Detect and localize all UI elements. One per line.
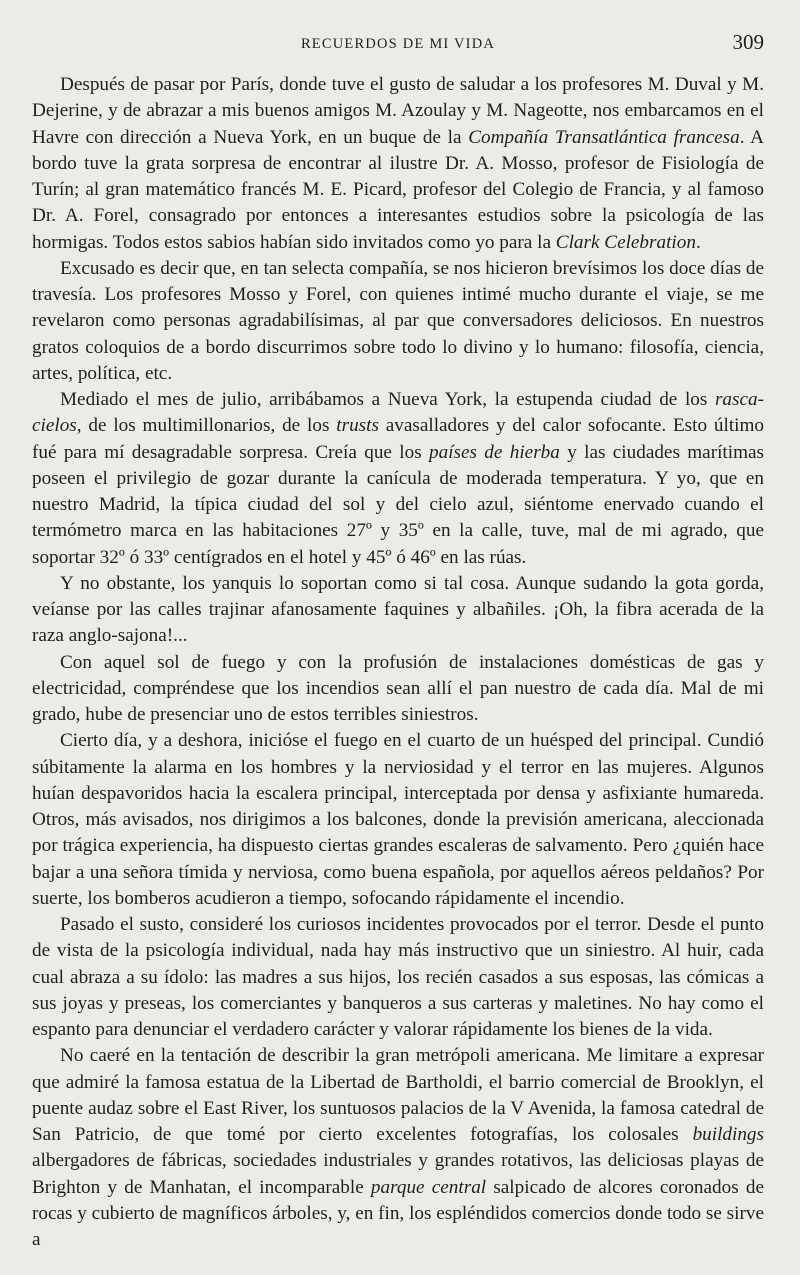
paragraph <box>32 650 764 729</box>
italic-text: buildings <box>692 1124 764 1145</box>
paragraph <box>32 912 764 1043</box>
text-run: No caeré en la tentación de describir la gran metrópoli americana. Me limitare a expresar que admiré la famosa estatua de la Libertad de Bartholdi, el barrio comercial de Brooklyn, el puente audaz sobre el East River, los suntuosos palacios de la V Avenida, la famosa catedral de San Patricio, de que tomé por cierto excelentes fotografías, los colosales <box>32 1045 764 1145</box>
text-run: y las ciudades marítimas poseen el privilegio de gozar durante la canícula de moderada temperatura. Y yo, que en nuestro Madrid, la típica ciudad del sol y del cielo azul, siéntome enervado cuando el termómetro marca en las habitaciones 27º y 35º en la calle, tuve, mal de mi agrado, que soportar 32º ó 33º centígrados en el hotel y 45º ó 46º en las rúas. <box>32 441 764 568</box>
paragraph <box>32 72 764 256</box>
text-run: . A bordo tuve la grata sorpresa de encontrar al ilustre Dr. A. Mosso, profesor de Fisiología de Turín; al gran matemático francés M. E. Picard, profesor del Colegio de Francia, y al famoso Dr. A. Forel, consagrado por entonces a interesantes estudios sobre la psicología de las hormigas. Todos estos sabios habían sido invitados como yo para la <box>32 126 765 253</box>
paragraph <box>32 728 764 912</box>
running-header <box>32 30 764 58</box>
text-run: albergadores de fábricas, sociedades industriales y grandes rotativos, las deliciosas playas de Brighton y de Manhatan, el incomparable <box>32 1150 764 1198</box>
paragraph <box>32 387 764 571</box>
text-run: Después de pasar por París, donde tuve el gusto de saludar a los profesores M. Duval y M. Dejerine, y de abrazar a mis buenos amigos M. Azoulay y M. Nageotte, nos embarcamos en el Havre con dirección a Nueva York, en un buque de la <box>32 74 764 148</box>
text-run: . <box>695 231 701 253</box>
italic-text: trusts <box>336 415 379 437</box>
italic-text: Compañía Transatlántica francesa <box>468 126 740 148</box>
text-run: , de los multimillonarios, de los <box>76 415 337 437</box>
text-run: Y no obstante, los yanquis lo soportan como si tal cosa. Aunque sudando la gota gorda, veíanse por las calles trajinar afanosamente faquines y albañiles. ¡Oh, la fibra acerada de la raza anglo-sajona!... <box>32 572 764 647</box>
italic-text: rasca-cielos <box>32 389 764 437</box>
text-run: avasalladores y del calor sofocante. Esto último fué para mí desagradable sorpresa. Creía que los <box>32 415 765 463</box>
text-run: Mediado el mes de julio, arribábamos a Nueva York, la estupenda ciudad de los <box>60 389 715 410</box>
running-title: RECUERDOS DE MI VIDA <box>300 36 496 52</box>
page-number: 309 <box>732 30 764 54</box>
italic-text: Clark Celebration <box>555 231 696 253</box>
text-run: Con aquel sol de fuego y con la profusión de instalaciones domésticas de gas y electricidad, compréndese que los incendios sean allí el pan nuestro de cada día. Mal de mi grado, hube de presenciar uno de estos terribles siniestros. <box>32 651 764 725</box>
text-run: salpicado de alcores coronados de rocas y cubierto de magníficos árboles, y, en fin, los espléndidos comercios donde todo se sirve a <box>32 1176 764 1250</box>
text-run: Excusado es decir que, en tan selecta compañía, se nos hicieron brevísimos los doce días de travesía. Los profesores Mosso y Forel, con quienes intimé mucho durante el viaje, se me revelaron como personas agradabilísimas, al par que conversadores deliciosos. En nuestros gratos coloquios de a bordo discurrimos sobre todo lo divino y lo humano: filosofía, ciencia, artes, política, etc. <box>32 257 764 384</box>
text-run: Pasado el susto, consideré los curiosos incidentes provocados por el terror. Desde el punto de vista de la psicología individual, nada hay más instructivo que un siniestro. Al huir, cada cual abraza a su ídolo: las madres a sus hijos, los recién casados a sus esposas, las cómicas a sus joyas y preseas, los comerciantes y banqueros a sus carteras y maletines. No hay como el espanto para denunciar el verdadero carácter y valorar rápidamente los bienes de la vida. <box>32 914 764 1040</box>
italic-text: países de hierba <box>429 441 560 463</box>
italic-text: parque central <box>370 1176 487 1198</box>
paragraph <box>32 571 764 650</box>
paragraph <box>32 1043 764 1253</box>
text-run: Cierto día, y a deshora, inicióse el fuego en el cuarto de un huésped del principal. Cundió súbitamente la alarma en los hombres y la nerviosidad y el terror en las mujeres. Algunos huían despavoridos hacia la escalera principal, interceptada por densa y asfixiante humareda. Otros, más avisados, nos dirigimos a los balcones, donde la previsión americana, aleccionada por trágica experiencia, ha dispuesto ciertas grandes escaleras de salvamento. Pero ¿quién hace bajar a una señora tímida y nerviosa, como buena española, por aquellos aéreos peldaños? Por suerte, los bomberos acudieron a tiempo, sofocando rápidamente el incendio. <box>32 730 764 909</box>
body-text <box>32 72 764 1253</box>
paragraph <box>32 256 764 387</box>
